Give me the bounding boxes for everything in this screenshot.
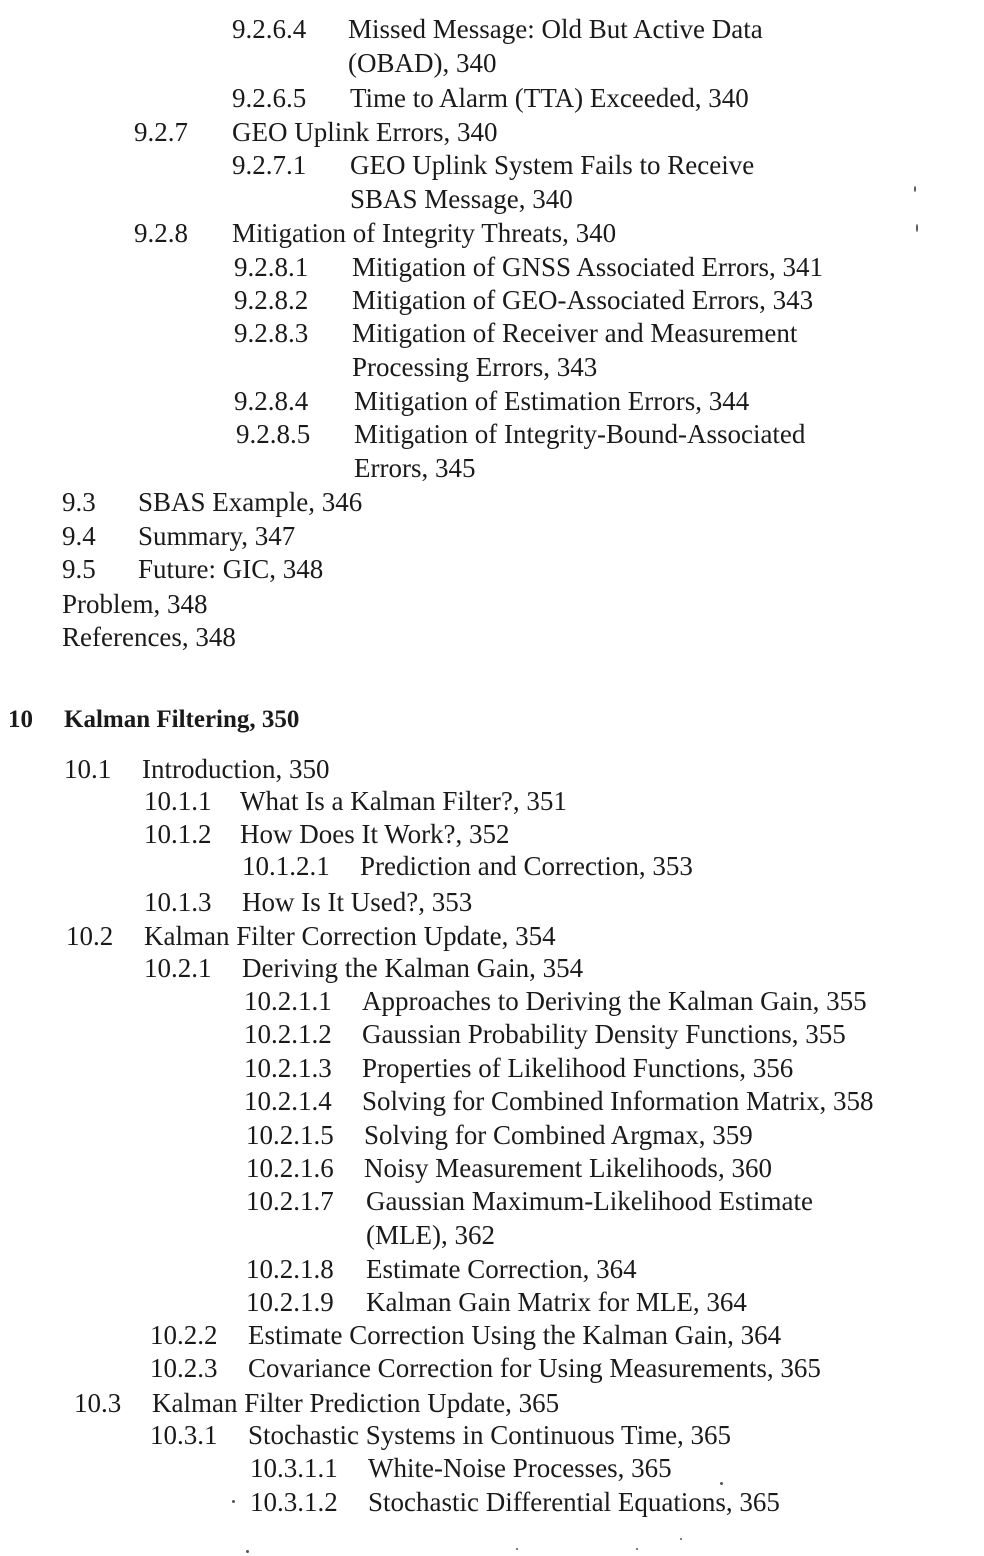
entry-number: 10.3.1 bbox=[150, 1420, 218, 1450]
entry-title: Mitigation of Estimation Errors, 344 bbox=[354, 386, 750, 416]
entry-number: 10.2 bbox=[66, 921, 114, 951]
entry-number: 10.1.3 bbox=[144, 887, 212, 917]
entry-title-continued: (MLE), 362 bbox=[366, 1220, 495, 1250]
entry-title: Gaussian Maximum-Likelihood Estimate bbox=[366, 1186, 813, 1216]
entry-title-continued: Errors, 345 bbox=[354, 453, 476, 483]
entry-number: 10.2.1.2 bbox=[244, 1019, 332, 1049]
entry-title: Mitigation of Integrity-Bound-Associated bbox=[354, 419, 806, 449]
entry-title: Deriving the Kalman Gain, 354 bbox=[242, 953, 584, 983]
entry-title: SBAS Example, 346 bbox=[138, 487, 363, 517]
entry-title: GEO Uplink System Fails to Receive bbox=[350, 150, 755, 180]
entry-title-continued: (OBAD), 340 bbox=[348, 48, 497, 78]
entry-number: 10.2.1.1 bbox=[244, 986, 332, 1016]
entry-title: Covariance Correction for Using Measurements, 365 bbox=[248, 1353, 821, 1383]
entry-title: Time to Alarm (TTA) Exceeded, 340 bbox=[350, 83, 749, 113]
entry-number: 10.3 bbox=[74, 1388, 122, 1418]
entry-number: 10.2.1.7 bbox=[246, 1186, 334, 1216]
entry-number: 10.3.1.1 bbox=[250, 1453, 338, 1483]
entry-number: 9.2.8.1 bbox=[234, 252, 309, 282]
entry-number: 9.2.7.1 bbox=[232, 150, 307, 180]
entry-number: 9.2.6.4 bbox=[232, 14, 307, 44]
entry-title: Kalman Gain Matrix for MLE, 364 bbox=[366, 1287, 747, 1317]
scan-speck bbox=[232, 1500, 235, 1503]
entry-title: Solving for Combined Argmax, 359 bbox=[364, 1120, 753, 1150]
entry-title: Gaussian Probability Density Functions, 355 bbox=[362, 1019, 846, 1049]
entry-title: How Does It Work?, 352 bbox=[240, 819, 510, 849]
entry-number: 10.1.2.1 bbox=[242, 851, 330, 881]
entry-number: 10.2.3 bbox=[150, 1353, 218, 1383]
entry-number: 9.2.7 bbox=[134, 117, 188, 147]
entry-title-continued: SBAS Message, 340 bbox=[350, 184, 573, 214]
entry-title: What Is a Kalman Filter?, 351 bbox=[240, 786, 567, 816]
entry-number: 9.2.8.2 bbox=[234, 285, 309, 315]
entry-number: 9.2.8.4 bbox=[234, 386, 309, 416]
entry-title: Prediction and Correction, 353 bbox=[360, 851, 693, 881]
entry-number: 9.2.8.3 bbox=[234, 318, 309, 348]
entry-title: Estimate Correction Using the Kalman Gain, 364 bbox=[248, 1320, 782, 1350]
entry-title: Introduction, 350 bbox=[142, 754, 330, 784]
entry-number: 9.2.6.5 bbox=[232, 83, 307, 113]
entry-number: 10.2.1.8 bbox=[246, 1254, 334, 1284]
entry-number: 10.1 bbox=[64, 754, 112, 784]
entry-title: Mitigation of GNSS Associated Errors, 341 bbox=[352, 252, 823, 282]
entry-title: Stochastic Systems in Continuous Time, 365 bbox=[248, 1420, 732, 1450]
entry-title: Mitigation of Receiver and Measurement bbox=[352, 318, 798, 348]
entry-number: 9.2.8 bbox=[134, 218, 188, 248]
chapter-title: Kalman Filtering, 350 bbox=[64, 706, 300, 733]
entry-number: 10.2.2 bbox=[150, 1320, 218, 1350]
entry-title: Stochastic Differential Equations, 365 bbox=[368, 1487, 780, 1517]
entry-title: Kalman Filter Correction Update, 354 bbox=[144, 921, 556, 951]
entry-number: 9.5 bbox=[62, 554, 96, 584]
entry-title: Mitigation of Integrity Threats, 340 bbox=[232, 218, 617, 248]
entry-title: Problem, 348 bbox=[62, 589, 208, 619]
entry-number: 10.2.1.3 bbox=[244, 1053, 332, 1083]
scan-speck bbox=[246, 1550, 249, 1553]
entry-number: 10.2.1.6 bbox=[246, 1153, 334, 1183]
entry-title: Mitigation of GEO-Associated Errors, 343 bbox=[352, 285, 814, 315]
entry-number: 10.1.2 bbox=[144, 819, 212, 849]
scan-speck bbox=[914, 186, 916, 192]
scan-speck bbox=[636, 1548, 638, 1550]
scan-speck bbox=[516, 1548, 518, 1550]
entry-title: Noisy Measurement Likelihoods, 360 bbox=[364, 1153, 772, 1183]
entry-number: 9.2.8.5 bbox=[236, 419, 311, 449]
scan-speck bbox=[720, 1482, 723, 1485]
entry-title: Estimate Correction, 364 bbox=[366, 1254, 637, 1284]
entry-title: Kalman Filter Prediction Update, 365 bbox=[152, 1388, 560, 1418]
chapter-number: 10 bbox=[8, 706, 33, 733]
entry-number: 9.3 bbox=[62, 487, 96, 517]
entry-title: Approaches to Deriving the Kalman Gain, 355 bbox=[362, 986, 867, 1016]
entry-number: 10.2.1.9 bbox=[246, 1287, 334, 1317]
entry-title: Missed Message: Old But Active Data bbox=[348, 14, 763, 44]
scan-speck bbox=[916, 224, 918, 232]
entry-number: 10.3.1.2 bbox=[250, 1487, 338, 1517]
entry-title-continued: Processing Errors, 343 bbox=[352, 352, 598, 382]
entry-number: 10.2.1.5 bbox=[246, 1120, 334, 1150]
entry-number: 10.1.1 bbox=[144, 786, 212, 816]
entry-number: 10.2.1 bbox=[144, 953, 212, 983]
entry-title: GEO Uplink Errors, 340 bbox=[232, 117, 498, 147]
entry-number: 10.2.1.4 bbox=[244, 1086, 332, 1116]
entry-number: 9.4 bbox=[62, 521, 96, 551]
entry-title: Summary, 347 bbox=[138, 521, 296, 551]
entry-title: How Is It Used?, 353 bbox=[242, 887, 473, 917]
entry-title: Solving for Combined Information Matrix, 358 bbox=[362, 1086, 874, 1116]
entry-title: Future: GIC, 348 bbox=[138, 554, 324, 584]
entry-title: References, 348 bbox=[62, 622, 236, 652]
scan-speck bbox=[680, 1538, 682, 1540]
entry-title: White-Noise Processes, 365 bbox=[368, 1453, 672, 1483]
entry-title: Properties of Likelihood Functions, 356 bbox=[362, 1053, 794, 1083]
